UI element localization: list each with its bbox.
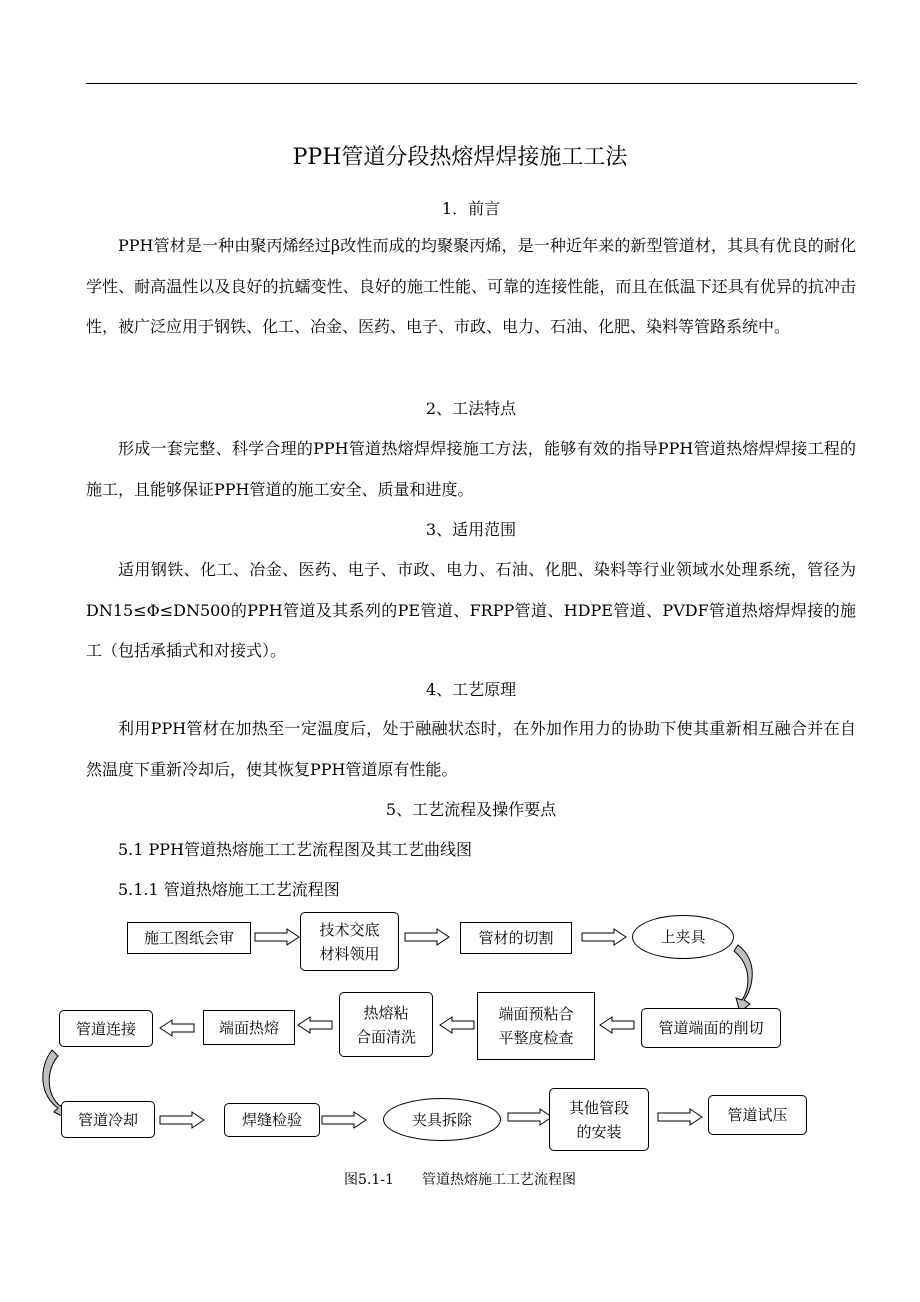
arrow-s7-s8 (298, 1017, 332, 1033)
arrow-s2-s3 (405, 929, 449, 945)
flow-step-label: 平整度检查 (498, 1029, 574, 1047)
flow-step-pipe-connection (59, 1010, 153, 1047)
flow-step-label: 管道端面的削切 (658, 1019, 764, 1037)
section-paragraph-4: 利用PPH管材在加热至一定温度后，处于融融状态时，在外加作用力的协助下使其重新相互融合并在自然温度下重新冷却后，使其恢复PPH管道原有性能。 (86, 719, 856, 779)
figure-number: 图5.1-1 (344, 1172, 394, 1188)
arrow-s1-s2 (255, 929, 299, 945)
flow-step-label: 材料领用 (319, 944, 380, 963)
arrow-s11-s12 (322, 1112, 366, 1128)
flow-step-label: 端面预粘合 (498, 1005, 574, 1023)
arrow-s10-s11 (160, 1112, 204, 1128)
flow-step-drawing-review (127, 922, 251, 954)
subsection-5-1-1: 5.1.1 管道热熔施工工艺流程图 (118, 880, 340, 899)
section-heading-4: 4、工艺原理 (425, 680, 517, 699)
arrow-s12-s13 (508, 1109, 552, 1125)
flow-step-mount-clamp (632, 915, 734, 959)
flow-step-other-sections (549, 1088, 649, 1151)
document-title: PPH管道分段热熔焊焊接施工工法 (292, 145, 628, 170)
section-paragraph-3: 适用钢铁、化工、冶金、医药、电子、市政、电力、石油、化肥、染料等行业领域水处理系统，管径为DN15≤Φ≤DN500的PPH管道及其系列的PE管道、FRPP管道、HDPE管道、PVDF管道热熔焊焊接的施工（包括承插式和对接式）。 (86, 560, 856, 660)
flow-step-label: 端面热熔 (218, 1018, 279, 1037)
flow-step-label: 夹具拆除 (411, 1110, 472, 1129)
section-heading-1: 1．前言 (441, 199, 501, 218)
flow-step-label: 管道冷却 (77, 1110, 138, 1129)
flow-step-label: 管材的切割 (478, 929, 554, 947)
flow-step-label: 施工图纸会审 (143, 929, 234, 947)
flow-step-label: 合面清洗 (355, 1027, 416, 1046)
arrow-s6-s7 (440, 1017, 474, 1033)
flow-step-label: 的安装 (576, 1122, 622, 1141)
arrow-s4-s5 (734, 945, 752, 1012)
flow-step-label: 上夹具 (660, 928, 706, 946)
section-paragraph-2: 形成一套完整、科学合理的PPH管道热熔焊焊接施工方法，能够有效的指导PPH管道热熔焊焊接工程的施工，且能够保证PPH管道的施工安全、质量和进度。 (86, 439, 856, 499)
flow-step-pipe-cutting (460, 922, 572, 954)
flow-step-surface-cleaning (339, 992, 433, 1057)
arrow-s3-s4 (582, 929, 626, 945)
flow-step-end-face-cutting (641, 1008, 781, 1048)
section-heading-3: 3、适用范围 (425, 520, 517, 539)
arrow-s13-s14 (658, 1109, 702, 1125)
section-heading-2: 2、工法特点 (425, 399, 517, 418)
flow-step-label: 焊缝检验 (241, 1111, 302, 1129)
section-heading-5: 5、工艺流程及操作要点 (385, 800, 557, 819)
flow-step-end-face-melting (203, 1010, 295, 1045)
section-paragraph-1: PPH管材是一种由聚丙烯经过β改性而成的均聚聚丙烯，是一种近年来的新型管道材，其具有优良的耐化学性、耐高温性以及良好的抗蠕变性、良好的施工性能、可靠的连接性能，而且在低温下还具有优异的抗冲击性，被广泛应用于钢铁、化工、冶金、医药、电子、市政、电力、石油、化肥、染料等管路系统中。 (86, 236, 856, 336)
flow-step-tech-briefing (300, 912, 399, 971)
subsection-5-1: 5.1 PPH管道热熔施工工艺流程图及其工艺曲线图 (118, 840, 473, 859)
flow-step-label: 管道连接 (75, 1019, 136, 1038)
flow-step-pipe-cooling (61, 1101, 155, 1138)
flow-step-pressure-test (708, 1095, 807, 1135)
arrow-s8-s9 (160, 1020, 194, 1036)
flow-step-label: 技术交底 (319, 920, 380, 939)
arrow-s5-s6 (600, 1017, 634, 1033)
flow-step-clamp-removal (383, 1098, 501, 1141)
flow-step-pre-bonding-check (477, 992, 595, 1060)
flow-step-label: 其他管段 (568, 1098, 629, 1117)
flow-step-label: 热熔粘 (363, 1003, 409, 1022)
figure-title: 管道热熔施工工艺流程图 (421, 1172, 576, 1188)
flow-step-weld-inspection (224, 1103, 320, 1137)
figure-caption (0, 1170, 920, 1190)
flow-step-label: 管道试压 (727, 1106, 788, 1124)
